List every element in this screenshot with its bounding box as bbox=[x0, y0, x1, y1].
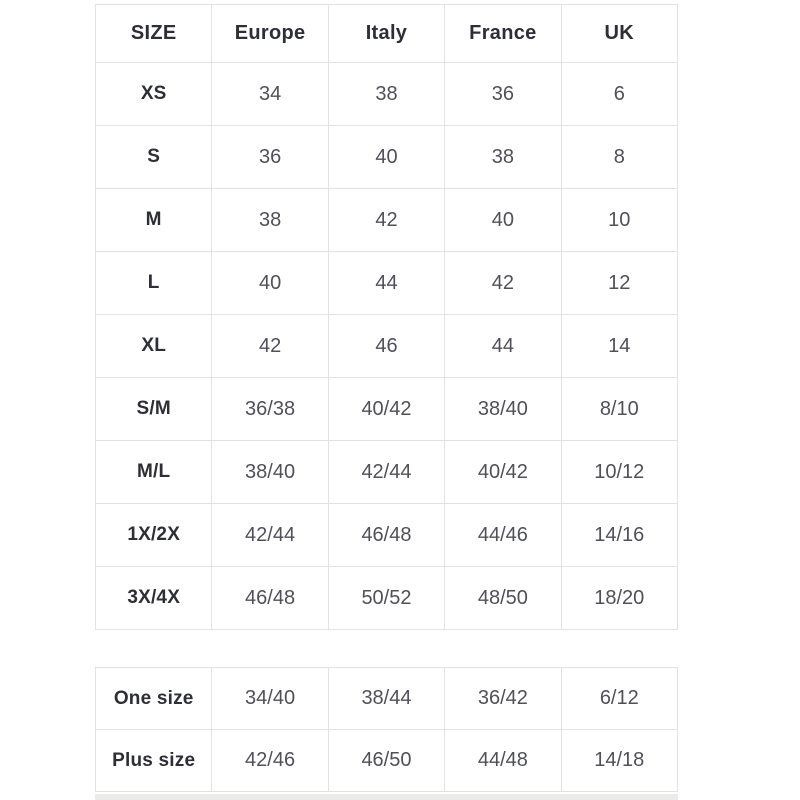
size-value: 40 bbox=[328, 126, 444, 189]
row-label: One size bbox=[96, 668, 212, 730]
table-row bbox=[96, 126, 678, 189]
size-value: 44/48 bbox=[445, 730, 561, 792]
bottom-divider-bar bbox=[95, 794, 678, 800]
size-value: 38 bbox=[445, 126, 561, 189]
size-conversion-table bbox=[95, 4, 678, 630]
size-value: 44 bbox=[445, 315, 561, 378]
table-row bbox=[96, 668, 678, 730]
size-value: 14/16 bbox=[561, 504, 677, 567]
size-value: 34 bbox=[212, 63, 328, 126]
row-label: L bbox=[96, 252, 212, 315]
size-value: 42/44 bbox=[212, 504, 328, 567]
row-label: M/L bbox=[96, 441, 212, 504]
size-value: 6/12 bbox=[561, 668, 677, 730]
size-value: 46 bbox=[328, 315, 444, 378]
size-conversion-table-header bbox=[96, 5, 678, 63]
row-label: XS bbox=[96, 63, 212, 126]
size-value: 36 bbox=[212, 126, 328, 189]
row-label: M bbox=[96, 189, 212, 252]
size-value: 8/10 bbox=[561, 378, 677, 441]
table-row bbox=[96, 441, 678, 504]
size-value: 46/48 bbox=[212, 567, 328, 630]
size-value: 42 bbox=[212, 315, 328, 378]
special-sizes-table bbox=[95, 667, 678, 792]
size-value: 36 bbox=[445, 63, 561, 126]
row-label: XL bbox=[96, 315, 212, 378]
size-value: 42 bbox=[328, 189, 444, 252]
column-header-uk: UK bbox=[561, 5, 677, 63]
column-header-europe: Europe bbox=[212, 5, 328, 63]
size-value: 42/44 bbox=[328, 441, 444, 504]
size-value: 40 bbox=[445, 189, 561, 252]
table-row bbox=[96, 378, 678, 441]
size-value: 38/40 bbox=[212, 441, 328, 504]
row-label: 1X/2X bbox=[96, 504, 212, 567]
size-conversion-table-body bbox=[96, 63, 678, 630]
size-value: 34/40 bbox=[212, 668, 328, 730]
table-row bbox=[96, 504, 678, 567]
size-value: 10 bbox=[561, 189, 677, 252]
size-value: 42 bbox=[445, 252, 561, 315]
size-value: 40/42 bbox=[328, 378, 444, 441]
size-value: 40 bbox=[212, 252, 328, 315]
row-label: 3X/4X bbox=[96, 567, 212, 630]
size-value: 46/48 bbox=[328, 504, 444, 567]
table-row bbox=[96, 730, 678, 792]
row-label: S/M bbox=[96, 378, 212, 441]
row-label: Plus size bbox=[96, 730, 212, 792]
table-row bbox=[96, 63, 678, 126]
table-row bbox=[96, 189, 678, 252]
size-value: 38/40 bbox=[445, 378, 561, 441]
size-value: 40/42 bbox=[445, 441, 561, 504]
size-value: 46/50 bbox=[328, 730, 444, 792]
table-row bbox=[96, 252, 678, 315]
size-value: 36/38 bbox=[212, 378, 328, 441]
size-value: 36/42 bbox=[445, 668, 561, 730]
table-row bbox=[96, 567, 678, 630]
column-header-france: France bbox=[445, 5, 561, 63]
size-value: 14/18 bbox=[561, 730, 677, 792]
size-value: 44 bbox=[328, 252, 444, 315]
header-row bbox=[96, 5, 678, 63]
size-value: 50/52 bbox=[328, 567, 444, 630]
size-value: 44/46 bbox=[445, 504, 561, 567]
size-value: 38 bbox=[328, 63, 444, 126]
special-sizes-table-body bbox=[96, 668, 678, 792]
column-header-italy: Italy bbox=[328, 5, 444, 63]
size-value: 6 bbox=[561, 63, 677, 126]
table-row bbox=[96, 315, 678, 378]
row-label: S bbox=[96, 126, 212, 189]
size-value: 12 bbox=[561, 252, 677, 315]
column-header-size: SIZE bbox=[96, 5, 212, 63]
size-value: 48/50 bbox=[445, 567, 561, 630]
size-value: 14 bbox=[561, 315, 677, 378]
size-value: 8 bbox=[561, 126, 677, 189]
size-value: 38 bbox=[212, 189, 328, 252]
size-value: 42/46 bbox=[212, 730, 328, 792]
size-value: 38/44 bbox=[328, 668, 444, 730]
size-value: 10/12 bbox=[561, 441, 677, 504]
size-value: 18/20 bbox=[561, 567, 677, 630]
